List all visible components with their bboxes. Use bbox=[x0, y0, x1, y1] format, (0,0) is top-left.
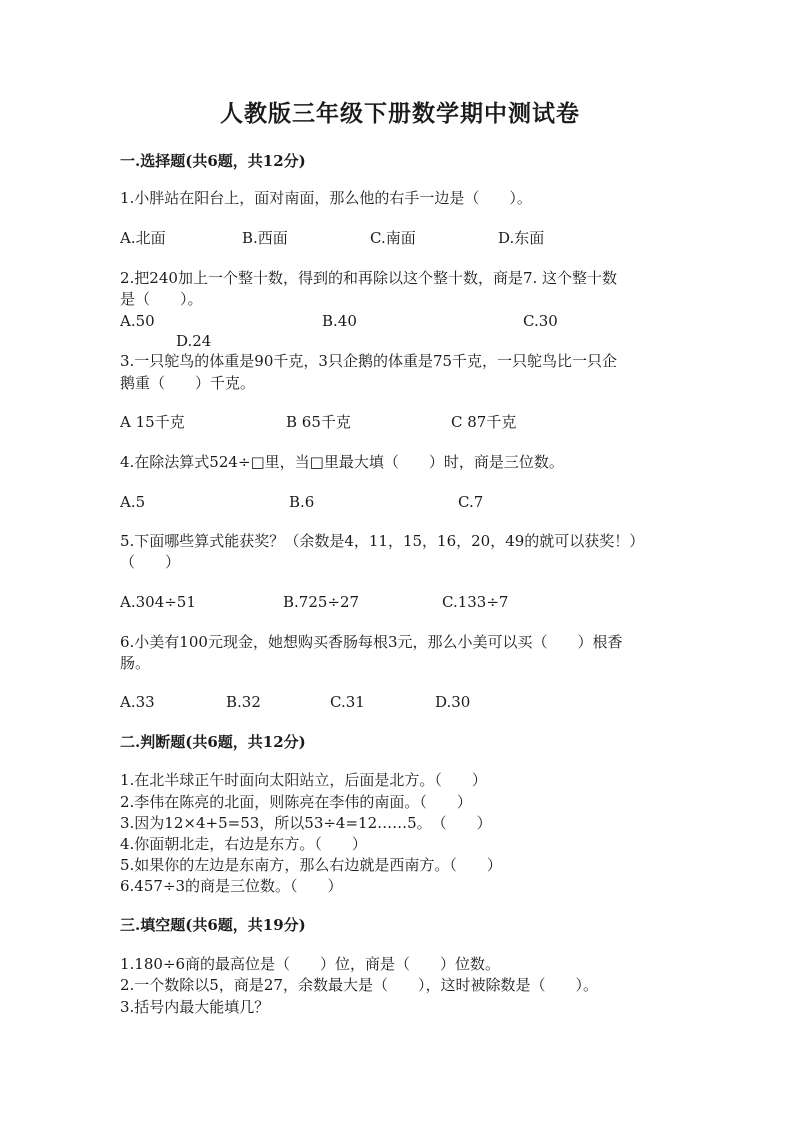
section-heading-choice: 一.选择题(共6题，共12分) bbox=[120, 152, 306, 170]
option-b: B.725÷27 bbox=[283, 593, 360, 611]
option-b: B 65千克 bbox=[286, 413, 351, 431]
judgment-item: 3.因为12×4+5=53，所以53÷4=12……5。 （ ） bbox=[120, 814, 492, 832]
judgment-item: 4.你面朝北走，右边是东方。（ ） bbox=[120, 835, 367, 853]
question-text-cont: 是（ ）。 bbox=[120, 290, 203, 308]
question-text: 6.小美有100元现金，她想购买香肠每根3元，那么小美可以买（ ）根香 bbox=[120, 633, 623, 651]
fill-item: 1.180÷6商的最高位是（ ）位，商是（ ）位数。 bbox=[120, 955, 501, 973]
option-a: A.5 bbox=[120, 493, 146, 511]
judgment-item: 1.在北半球正午时面向太阳站立，后面是北方。（ ） bbox=[120, 771, 487, 789]
option-a: A.50 bbox=[120, 312, 155, 330]
option-a: A.33 bbox=[120, 693, 155, 711]
fill-item: 3.括号内最大能填几？ bbox=[120, 998, 270, 1016]
option-a: A.北面 bbox=[120, 229, 166, 247]
section-heading-fill: 三.填空题(共6题，共19分) bbox=[120, 916, 306, 934]
option-c: C.南面 bbox=[370, 229, 416, 247]
question-text-cont: 肠。 bbox=[120, 654, 151, 672]
option-b: B.32 bbox=[226, 693, 261, 711]
question-text-cont: 鹅重（ ）千克。 bbox=[120, 374, 256, 392]
judgment-item: 6.457÷3的商是三位数。（ ） bbox=[120, 877, 343, 895]
page-title: 人教版三年级下册数学期中测试卷 bbox=[220, 100, 580, 127]
question-text: 5.下面哪些算式能获奖？（余数是4，11，15，16，20，49的就可以获奖！） bbox=[120, 532, 645, 550]
option-c: C.30 bbox=[523, 312, 558, 330]
option-b: B.40 bbox=[322, 312, 357, 330]
option-a: A.304÷51 bbox=[120, 593, 196, 611]
option-b: B.6 bbox=[289, 493, 315, 511]
option-b: B.西面 bbox=[242, 229, 288, 247]
option-d: D.30 bbox=[435, 693, 471, 711]
judgment-item: 2.李伟在陈亮的北面，则陈亮在李伟的南面。（ ） bbox=[120, 793, 472, 811]
option-c: C 87千克 bbox=[451, 413, 517, 431]
option-d: D.24 bbox=[176, 332, 212, 350]
option-c: C.31 bbox=[330, 693, 365, 711]
judgment-item: 5.如果你的左边是东南方，那么右边就是西南方。（ ） bbox=[120, 856, 502, 874]
question-text: 3.一只鸵鸟的体重是90千克，3只企鹅的体重是75千克，一只鸵鸟比一只企 bbox=[120, 352, 618, 370]
question-text: 2.把240加上一个整十数，得到的和再除以这个整十数，商是7. 这个整十数 bbox=[120, 269, 618, 287]
question-text: 1.小胖站在阳台上，面对南面，那么他的右手一边是（ ）。 bbox=[120, 189, 532, 207]
section-heading-judgment: 二.判断题(共6题，共12分) bbox=[120, 733, 306, 751]
option-c: C.7 bbox=[458, 493, 484, 511]
option-d: D.东面 bbox=[498, 229, 545, 247]
option-c: C.133÷7 bbox=[442, 593, 509, 611]
option-a: A 15千克 bbox=[120, 413, 185, 431]
fill-item: 2.一个数除以5，商是27，余数最大是（ ），这时被除数是（ ）。 bbox=[120, 976, 598, 994]
question-text-cont: （ ） bbox=[120, 553, 181, 571]
question-text: 4.在除法算式524÷□里，当□里最大填（ ）时，商是三位数。 bbox=[120, 453, 564, 471]
